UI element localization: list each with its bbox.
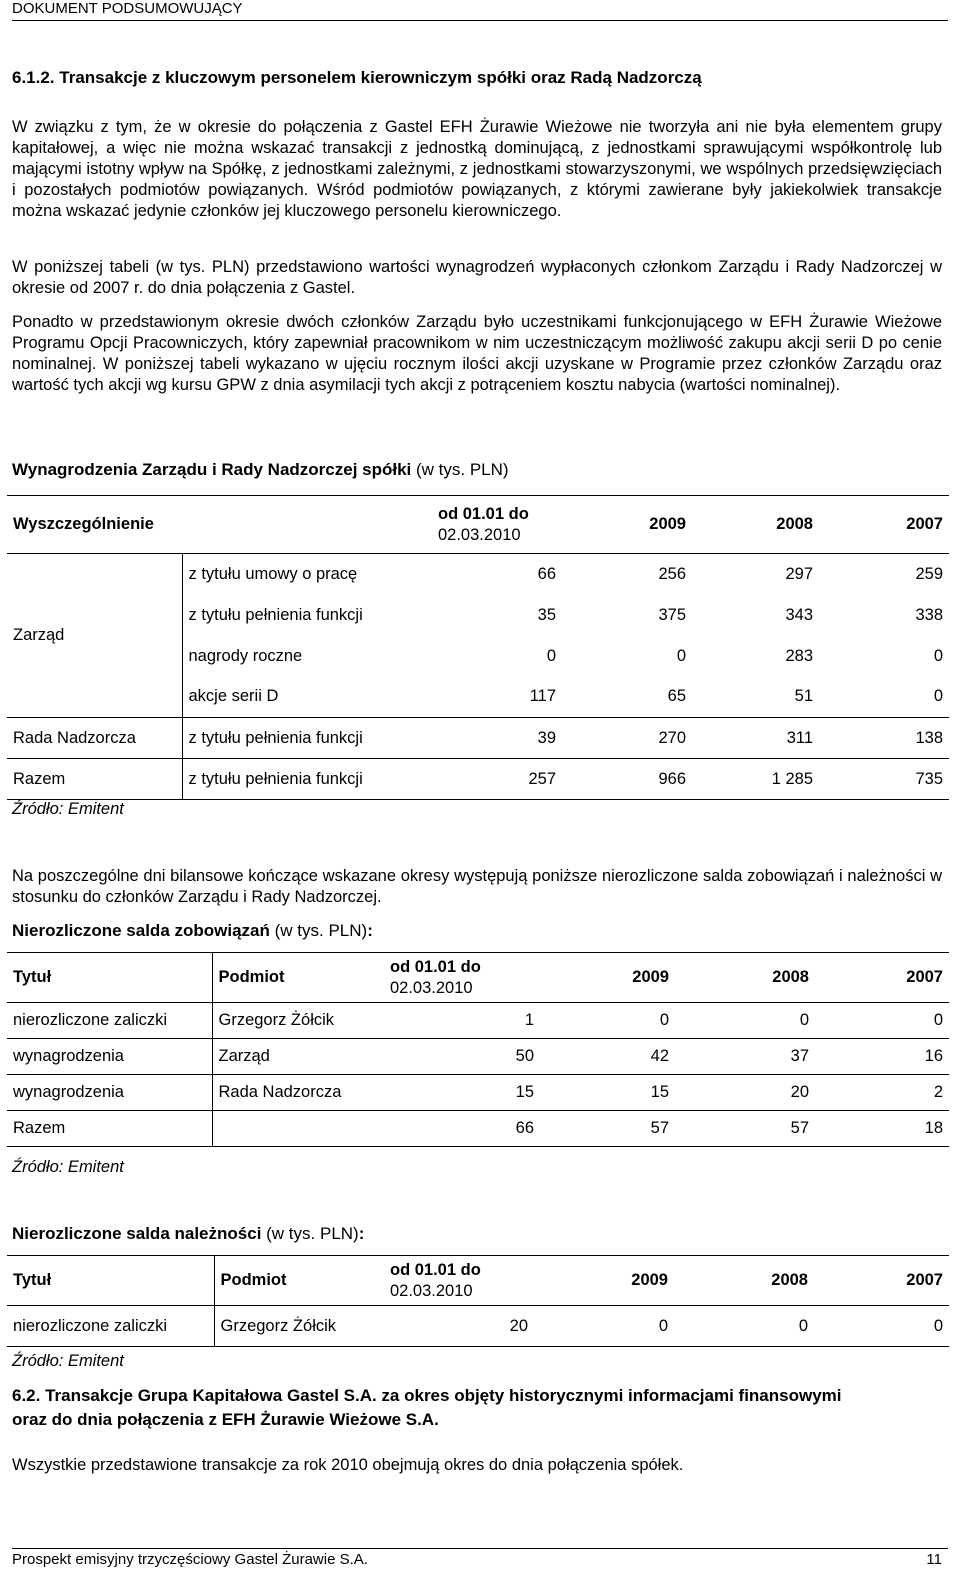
header-line: od 01.01 do	[390, 1260, 481, 1279]
section-title-line: 6.2. Transakcje Grupa Kapitałowa Gastel S.A. za okres objęty historycznymi informacjami finansowymi	[12, 1386, 842, 1405]
header-line: 02.03.2010	[390, 1281, 473, 1300]
table-header-row	[7, 953, 949, 1003]
value-cell: 66	[537, 564, 556, 583]
value-cell: 0	[799, 1011, 809, 1029]
footer-title: Prospekt emisyjny trzyczęściowy Gastel Żurawie S.A.	[12, 1551, 368, 1568]
label-cell: z tytułu pełnienia funkcji	[188, 605, 363, 624]
table-row	[7, 1039, 949, 1075]
group-cell: Rada Nadzorcza	[7, 718, 182, 759]
header-cell: 2007	[906, 1271, 943, 1289]
table-row	[7, 1075, 949, 1111]
value-cell: 66	[515, 1119, 534, 1137]
table-unit: (w tys. PLN)	[411, 460, 509, 479]
podmiot-cell	[212, 1111, 384, 1147]
value-cell: 259	[915, 564, 943, 583]
value-cell: 311	[786, 728, 813, 747]
value-cell: 37	[790, 1047, 809, 1065]
value-cell: 50	[515, 1047, 534, 1065]
group-cell: Razem	[7, 759, 182, 800]
value-cell: 42	[650, 1047, 669, 1065]
paragraph-3: Ponadto w przedstawionym okresie dwóch członków Zarządu było uczestnikami funkcjonującego w EFH Żurawie Wieżowe Programu Opcji Pracowniczych, który zapewniał pracownikom w nim uczestniczącym możliwość zakupu akcji serii D po cenie nominalnej. W poniższej tabeli wykazano w ujęciu rocznym ilości akcji uzyskane w Programie przez członków Zarządu oraz wartość tych akcji wg kursu GPW z dnia asymilacji tych akcji z potrąceniem kosztu nabycia (wartości nominalnej).	[12, 313, 942, 394]
header-cell: 2009	[631, 1271, 668, 1289]
table-naleznosci	[7, 1255, 949, 1347]
label-cell: nagrody roczne	[188, 646, 303, 665]
value-cell: 257	[528, 769, 556, 788]
table-unit: (w tys. PLN)	[261, 1224, 359, 1243]
header-cell: 2008	[776, 515, 813, 533]
value-cell: 0	[933, 1316, 943, 1335]
header-cell	[384, 953, 540, 1003]
page-number: 11	[926, 1551, 942, 1568]
value-cell: 15	[650, 1083, 669, 1101]
table-row	[7, 1003, 949, 1039]
table-header-row	[7, 1256, 949, 1306]
group-cell: Zarząd	[7, 554, 182, 718]
table-title-text: Wynagrodzenia Zarządu i Rady Nadzorczej spółki	[12, 460, 412, 479]
tytul-cell: nierozliczone zaliczki	[7, 1306, 214, 1347]
header-cell: Podmiot	[220, 1271, 287, 1289]
value-cell: 0	[933, 646, 943, 665]
footer-divider	[12, 1548, 948, 1549]
value-cell: 256	[658, 564, 686, 583]
source-note: Źródło: Emitent	[12, 1352, 124, 1370]
source-note: Źródło: Emitent	[12, 1158, 124, 1176]
label-cell: z tytułu pełnienia funkcji	[188, 728, 363, 747]
header-divider	[12, 20, 948, 21]
header-line: 02.03.2010	[438, 525, 521, 544]
paragraph-salda: Na poszczególne dni bilansowe kończące wskazane okresy występują poniższe nierozliczone salda zobowiązań i należności w stosunku do członków Zarządu i Rady Nadzorczej.	[12, 867, 942, 906]
value-cell: 338	[915, 605, 943, 624]
header-cell: 2008	[771, 1271, 808, 1289]
table-wynagrodzenia-title	[12, 460, 509, 480]
section-6-1-2-title: 6.1.2. Transakcje z kluczowym personelem kierowniczym spółki oraz Radą Nadzorczą	[12, 68, 702, 87]
value-cell: 297	[785, 564, 813, 583]
tytul-cell: nierozliczone zaliczki	[7, 1003, 212, 1039]
value-cell: 0	[933, 687, 943, 706]
value-cell: 375	[658, 605, 686, 624]
value-cell: 0	[933, 1011, 943, 1029]
value-cell: 1	[524, 1011, 534, 1029]
header-cell: 2009	[649, 515, 686, 533]
value-cell: 65	[667, 687, 686, 706]
value-cell: 20	[790, 1083, 809, 1101]
table-naleznosci-title	[12, 1224, 364, 1244]
tytul-cell: Razem	[7, 1111, 212, 1147]
podmiot-cell: Grzegorz Żółcik	[220, 1316, 337, 1335]
title-colon: :	[358, 1224, 365, 1243]
table-row	[7, 718, 949, 759]
table-wynagrodzenia	[7, 495, 949, 800]
value-cell: 270	[658, 728, 686, 747]
value-cell: 735	[915, 769, 943, 788]
header-cell: 2009	[632, 968, 669, 986]
table-title-text: Nierozliczone salda zobowiązań	[12, 921, 270, 940]
podmiot-cell: Zarząd	[218, 1047, 270, 1065]
value-cell: 283	[785, 646, 813, 665]
page-header: DOKUMENT PODSUMOWUJĄCY	[12, 0, 243, 17]
header-cell	[384, 1256, 534, 1306]
value-cell: 343	[785, 605, 813, 624]
label-cell: z tytułu umowy o pracę	[188, 564, 358, 583]
value-cell: 39	[537, 728, 556, 747]
value-cell: 0	[798, 1316, 808, 1335]
header-cell: 2008	[772, 968, 809, 986]
table-row	[7, 1306, 949, 1347]
table-zobowiazania-title	[12, 921, 373, 941]
value-cell: 0	[659, 1011, 669, 1029]
value-cell: 20	[509, 1316, 528, 1335]
header-cell: Tytuł	[7, 1256, 214, 1306]
table-zobowiazania	[7, 952, 949, 1147]
podmiot-cell: Grzegorz Żółcik	[218, 1011, 335, 1029]
label-cell: akcje serii D	[188, 687, 279, 706]
value-cell: 0	[658, 1316, 668, 1335]
tytul-cell: wynagrodzenia	[7, 1075, 212, 1111]
header-cell: Podmiot	[218, 968, 285, 986]
value-cell: 35	[537, 605, 556, 624]
header-cell	[382, 496, 562, 554]
header-line: 02.03.2010	[390, 978, 473, 997]
source-note: Źródło: Emitent	[12, 800, 124, 818]
podmiot-cell: Rada Nadzorcza	[218, 1083, 342, 1101]
header-cell: 2007	[906, 968, 943, 986]
header-cell: Wyszczególnienie	[13, 515, 154, 533]
value-cell: 117	[529, 687, 556, 706]
table-unit: (w tys. PLN)	[269, 921, 368, 940]
table-row	[7, 554, 949, 595]
paragraph-6-2: Wszystkie przedstawione transakcje za rok 2010 obejmują okres do dnia połączenia spółek.	[12, 1456, 684, 1474]
header-line: od 01.01 do	[438, 504, 529, 523]
value-cell: 966	[658, 769, 686, 788]
header-cell: Tytuł	[7, 953, 212, 1003]
value-cell: 51	[794, 687, 813, 706]
table-row	[7, 759, 949, 800]
paragraph-2: W poniższej tabeli (w tys. PLN) przedstawiono wartości wynagrodzeń wypłaconych członkom Zarządu i Rady Nadzorczej w okresie od 2007 r. do dnia połączenia z Gastel.	[12, 258, 942, 297]
table-header-row	[7, 496, 949, 554]
value-cell: 0	[546, 646, 556, 665]
value-cell: 57	[650, 1119, 669, 1137]
header-line: od 01.01 do	[390, 957, 481, 976]
value-cell: 15	[515, 1083, 534, 1101]
value-cell: 1 285	[771, 769, 813, 788]
label-cell: z tytułu pełnienia funkcji	[188, 769, 363, 788]
title-colon: :	[367, 921, 373, 940]
paragraph-1: W związku z tym, że w okresie do połączenia z Gastel EFH Żurawie Wieżowe nie tworzyła ani nie była elementem grupy kapitałowej, a więc nie można wskazać transakcji z jednostką dominującą, z jednostkami sprawującymi współkontrolę lub mającymi istotny wpływ na Spółkę, z jednostkami zależnymi, z jednostkami stowarzyszonymi, we wspólnych przedsięwzięciach i pozostałych podmiotów powiązanych. Wśród podmiotów powiązanych, z którymi zawierane były jakiekolwiek transakcje można wskazać jedynie członków jej kluczowego personelu kierowniczego.	[12, 118, 942, 220]
section-title-line: oraz do dnia połączenia z EFH Żurawie Wieżowe S.A.	[12, 1410, 439, 1429]
value-cell: 2	[933, 1083, 943, 1101]
value-cell: 138	[915, 728, 943, 747]
value-cell: 0	[676, 646, 686, 665]
value-cell: 18	[924, 1119, 943, 1137]
tytul-cell: wynagrodzenia	[7, 1039, 212, 1075]
header-cell: 2007	[906, 515, 943, 533]
section-6-2-title	[12, 1384, 947, 1432]
table-row	[7, 1111, 949, 1147]
value-cell: 16	[924, 1047, 943, 1065]
value-cell: 57	[790, 1119, 809, 1137]
table-title-text: Nierozliczone salda należności	[12, 1224, 262, 1243]
